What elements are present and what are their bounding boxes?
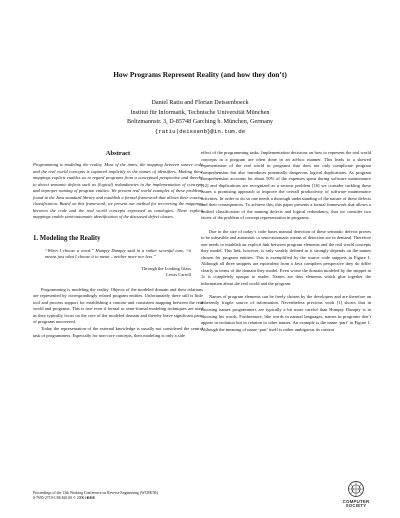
- section-heading: 1. Modeling the Reality: [33, 234, 101, 242]
- body-paragraph: Programming is modeling the reality. Objects of the modeled domain and their relations are represented by correspondingly related program entities. Unfortunately there still is little tool and process support for establishing a concise and consistent mapping between the real world and programs. This is true even if formal or semi-formal modeling techniques are used as they typically focus on the core of the modeled domain and thereby leave significant parts of programs uncovered.: [33, 286, 203, 325]
- author-address: Boltzmannstr. 3, D-85748 Garching b. München, Germany: [126, 118, 274, 126]
- computer-society-logo-icon: [340, 480, 372, 514]
- author-names: Daniel Ratiu and Florian Deissenboeck: [151, 99, 249, 106]
- body-paragraph: Due to the size of today’s code bases manual detection of these semantic defects proves to be infeasible and automatic or semi-automatic means of detection are in demand. Therefore one needs to establish an explicit link between program elements and the real world concepts they model. This link, however, is only weakly defined as it strongly depends on the names chosen for program entities. This is exemplified by the source code snippets in Figure 1. Although all three snippets are equivalent from a Java compilers perspective they do differ clearly in terms of the domain they model. Even worse the domain modeled by the snippet in 1c is completely opaque to reader. Names are thus elements which glue together the information about the real world and the program.: [201, 228, 371, 286]
- footer-copyright-line: [33, 496, 158, 501]
- right-column-body: [201, 150, 371, 333]
- section-body: [33, 287, 203, 339]
- logo-line-2: SOCIETY: [345, 503, 367, 509]
- computer-society-logo-text: [334, 500, 378, 509]
- author-block: [0, 98, 400, 136]
- body-paragraph: Today the representation of the external knowledge is usually not considered the central task of programmers. Especially for non-core concepts, their modeling is only a side: [33, 326, 203, 338]
- right-column: [201, 150, 371, 340]
- footer-proceedings-line: Proceedings of the 13th Working Conference on Reverse Engineering (WCRE'06): [33, 491, 158, 495]
- epigraph-source-author: Lewis Carroll: [166, 272, 191, 278]
- abstract-text: Programming is modeling the reality. Most of the times, the mapping between source code and the real world concepts is captured implicitly in the names of identifiers. Making these mappings explicit enables us to regard programs from a conceptual perspective and thereby to detect semantic defects such as (logical) redundancies in the implementation of concepts and improper naming of program entities. We present real world examples of these problems found in the Java standard library and establish a formal framework that allows their concise classification. Based on this framework, we present our method for recovering the mappings between the code and the real world concepts expressed as ontologies. These explicit mappings enable semi-automatic identification of the discussed defect classes.: [33, 162, 203, 220]
- footer-price-copyright: 0-7695-2719-1/06 $20.00 © 2006: [33, 496, 86, 501]
- left-column: [33, 150, 203, 339]
- logo-line-1: COMPUTER: [342, 499, 370, 504]
- ieee-logo: IEEE: [85, 496, 96, 501]
- paper-title: How Programs Represent Reality (and how they don’t): [113, 70, 287, 79]
- epigraph-quote: “When I choose a word,” Humpty Dumpty said in a rather scornful tone, “it means just what I choose it to mean – neither more nor less.”: [45, 247, 191, 260]
- body-paragraph: effect of the programming tasks. Implementation decisions on how to represent the real world concepts in a program are often done in an ad-hoc manner. This leads to a skewed representation of the real world in programs that does not only complicate program comprehension but also introduces potentially dangerous logical duplications. As program comprehension accounts for about 50% of the expenses spent during software maintenance [12] and duplications are recognized as a serious problem [16] we consider tackling these issues a promising approach to improve the overall productivity of software maintenance activities. In order to do so one needs a thorough understanding of the nature of these defects and their consequences. To achieve this, this paper presents a formal framework that allows a unified classification of the naming defects and logical redundancy, that we consider two facets of the problem of concept representation in programs.: [201, 150, 371, 221]
- abstract-heading: Abstract: [105, 150, 131, 157]
- epigraph-source: [33, 266, 191, 279]
- proceedings-footer: [33, 491, 158, 501]
- epigraph-source-title: Through the Looking Glass: [141, 265, 191, 271]
- author-institution: Institut für Informatik, Technische Universität München: [130, 108, 270, 116]
- body-paragraph: Names of program elements can be freely chosen by the developers and are therefore an inherently fragile source of information. Nevertheless previous work [1] shows that in choosing names programmers are typically a bit more careful than Humpty Dumpty is in choosing his words. Furthermore, like words in natural languages, names in programs don’t appear in isolation but in relation to other names. An example is the name ‘part’ in Figure 1. Although the meaning of name ‘part’ itself is rather ambiguous its context: [201, 293, 371, 332]
- author-email: {ratiu|deissenb}@in.tum.de: [154, 127, 246, 135]
